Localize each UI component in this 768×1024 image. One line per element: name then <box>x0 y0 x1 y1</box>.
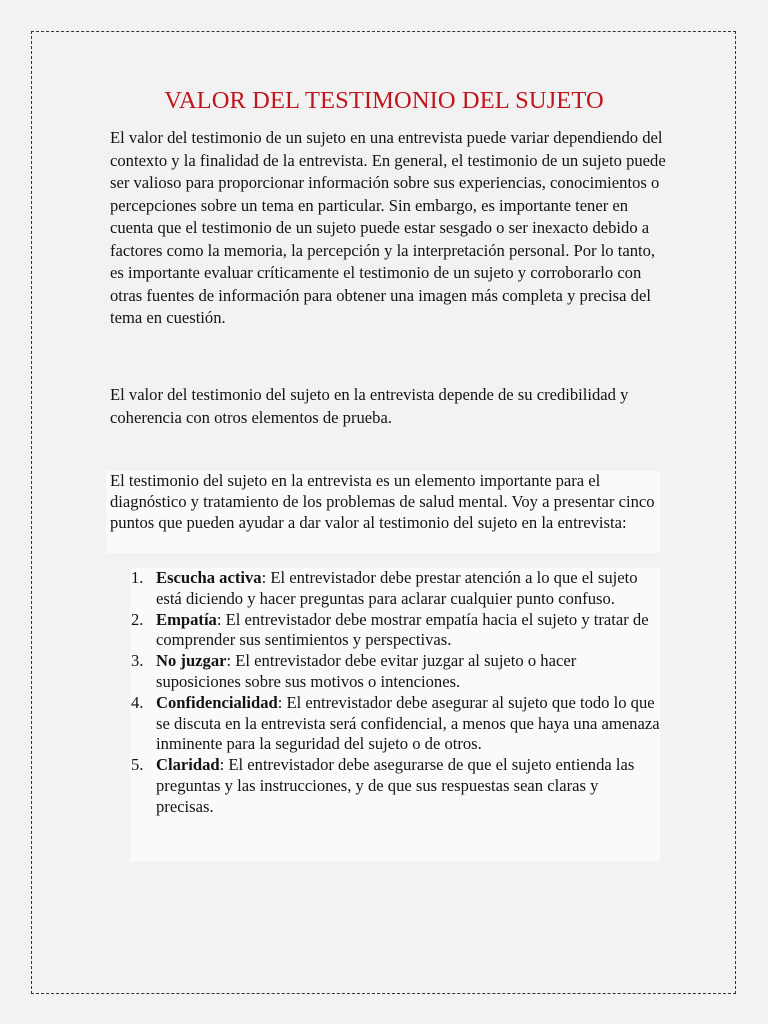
list-item-term: Confidencialidad <box>156 692 278 712</box>
list-item-term: Escucha activa <box>156 568 262 587</box>
list-item-number: 5. <box>131 755 144 775</box>
paragraph-2: El valor del testimonio del sujeto en la entrevista depende de su credibilidad y coherencia con otros elementos de prueba. <box>110 385 629 427</box>
points-list <box>130 568 660 818</box>
list-item-text: : El entrevistador debe prestar atención a lo que el sujeto está diciendo y hacer preguntas para aclarar cualquier punto confuso. <box>156 568 638 608</box>
list-item-text: : El entrevistador debe asegurar al sujeto que todo lo que se discuta en la entrevista será confidencial, a menos que haya una amenaza inminente para la seguridad del sujeto o de otros. <box>156 692 660 754</box>
intro-text: El testimonio del sujeto en la entrevista es un elemento importante para el diagnóstico y tratamiento de los problemas de salud mental. Voy a presentar cinco puntos que pueden ayudar a dar valor al testimonio del sujeto en la entrevista: <box>110 471 655 532</box>
list-item-text: : El entrevistador debe evitar juzgar al sujeto o hacer suposiciones sobre sus motivos o intenciones. <box>156 651 577 691</box>
list-item-term: Empatía <box>156 609 217 629</box>
list-item-number: 4. <box>131 692 144 712</box>
list-item <box>130 693 660 755</box>
document-title: VALOR DEL TESTIMONIO DEL SUJETO <box>164 87 604 114</box>
list-item-term: No juzgar <box>156 651 227 671</box>
list-item-number: 2. <box>131 609 144 629</box>
list-item-term: Claridad <box>156 755 220 775</box>
list-item-number: 1. <box>131 568 144 587</box>
list-item-text: : El entrevistador debe mostrar empatía hacia el sujeto y tratar de comprender sus sentimientos y perspectivas. <box>156 609 649 650</box>
list-item <box>130 755 660 817</box>
list-item <box>130 568 660 610</box>
intro-block <box>106 471 660 553</box>
points-block <box>130 568 660 862</box>
paragraph-1: El valor del testimonio de un sujeto en una entrevista puede variar dependiendo del contexto y la finalidad de la entrevista. En general, el testimonio de un sujeto puede ser valioso para proporcionar información sobre sus experiencias, conocimientos o percepciones sobre un tema en particular. Sin embargo, es importante tener en cuenta que el testimonio de un sujeto puede estar sesgado o ser inexacto debido a factores como la memoria, la percepción y la interpretación personal. Por lo tanto, es importante evaluar críticamente el testimonio de un sujeto y corroborarlo con otras fuentes de información para obtener una imagen más completa y precisa del tema en cuestión. <box>110 128 666 327</box>
list-item <box>130 610 660 652</box>
list-item-text: : El entrevistador debe asegurarse de que el sujeto entienda las preguntas y las instrucciones, y de que sus respuestas sean claras y precisas. <box>156 755 635 816</box>
list-item-number: 3. <box>131 651 144 671</box>
list-item <box>130 651 660 693</box>
